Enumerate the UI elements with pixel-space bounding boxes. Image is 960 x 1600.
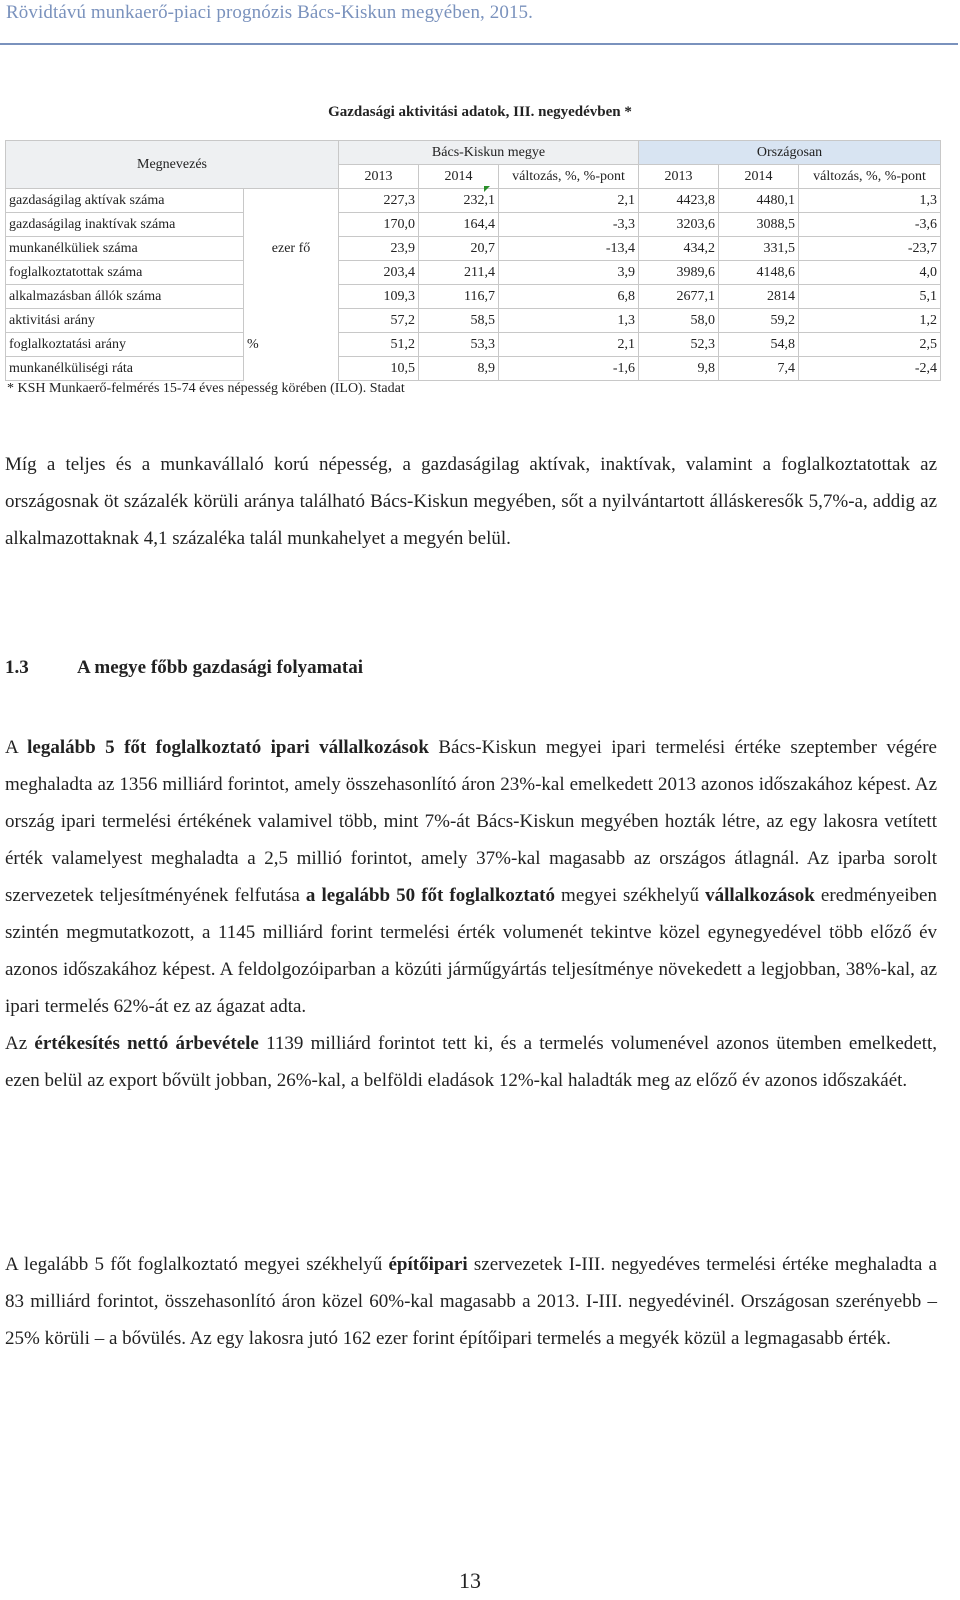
table-row: [6, 189, 941, 213]
cell: 170,0: [339, 213, 419, 237]
cell: 3203,6: [639, 213, 719, 237]
cell: 116,7: [419, 285, 499, 309]
cell: -23,7: [799, 237, 941, 261]
unit-thousand: ezer fő: [244, 189, 339, 309]
table-row: [6, 285, 941, 309]
cell: 58,5: [419, 309, 499, 333]
bold-run: értékesítés nettó árbevétele: [34, 1033, 259, 1054]
section-heading: [5, 657, 363, 679]
text-run: 1139 milliárd forintot tett ki, és a termelés volumenével azonos ütemben emelkedett, ezen belül az export bővült jobban, 26%-kal, a belföldi eladások 12%-kal haladták meg az előző év azonos időszakáét.: [5, 1033, 938, 1091]
text-run: A: [5, 737, 28, 758]
subheader: 2014: [419, 165, 499, 189]
text-run: A legalább 5 főt foglalkoztató megyei székhelyű: [5, 1254, 389, 1275]
cell: -1,6: [499, 357, 639, 381]
subheader: 2013: [339, 165, 419, 189]
cell: -2,4: [799, 357, 941, 381]
cell: 54,8: [719, 333, 799, 357]
subheader: változás, %, %-pont: [799, 165, 941, 189]
paragraph-construction: [5, 1246, 937, 1357]
page-number: 13: [459, 1568, 481, 1593]
cell: 2,5: [799, 333, 941, 357]
bold-run: legalább 5 főt foglalkoztató ipari vállalkozások: [27, 737, 429, 758]
row-label: aktivitási arány: [6, 309, 244, 333]
row-label: alkalmazásban állók száma: [6, 285, 244, 309]
subheader: 2014: [719, 165, 799, 189]
row-label: gazdaságilag aktívak száma: [6, 189, 244, 213]
cell: 9,8: [639, 357, 719, 381]
cell: 1,2: [799, 309, 941, 333]
cell: 227,3: [339, 189, 419, 213]
cell: -3,3: [499, 213, 639, 237]
cell: 4148,6: [719, 261, 799, 285]
bold-run: vállalkozások: [705, 885, 815, 906]
cell: 7,4: [719, 357, 799, 381]
paragraph-industry: [5, 729, 937, 1099]
unit-percent: %: [244, 309, 339, 381]
running-header: Rövidtávú munkaerő-piaci prognózis Bács-Kiskun megyében, 2015.: [6, 2, 534, 23]
subheader: változás, %, %-pont: [499, 165, 639, 189]
cell: 3,9: [499, 261, 639, 285]
cell: 109,3: [339, 285, 419, 309]
cell: 164,4: [419, 213, 499, 237]
cell: 23,9: [339, 237, 419, 261]
section-title: A megye főbb gazdasági folyamatai: [77, 657, 364, 678]
cell: 10,5: [339, 357, 419, 381]
table-row: [6, 333, 941, 357]
cell: 232,1: [419, 189, 499, 213]
text-run: megyei székhelyű: [554, 885, 706, 906]
cell: 1,3: [499, 309, 639, 333]
table-row: [6, 357, 941, 381]
cell: 4,0: [799, 261, 941, 285]
text-run: Az: [5, 1033, 35, 1054]
header-megnevezes: Megnevezés: [6, 141, 339, 189]
text-run: szervezetek I-III. negyedéves termelési értéke meghaladta a 83 milliárd forintot, összehasonlító áron közel 60%-kal magasabb a 2013. I-III. negyedévinél. Országosan szerényebb – 25% körüli – a bővülés. Az egy lakosra jutó 162 ezer forint építőipari termelés a megyék közül a legmagasabb érték.: [5, 1254, 937, 1349]
table-caption: Gazdasági aktivitási adatok, III. negyedévben *: [328, 104, 632, 120]
cell: 57,2: [339, 309, 419, 333]
cell: 2677,1: [639, 285, 719, 309]
text-run: Bács-Kiskun megyei ipari termelési értéke szeptember végére meghaladta az 1356 milliárd forintot, amely összehasonlító áron 23%-kal emelkedett 2013 azonos időszakához képest. Az ország ipari termelési értékének valamivel több, mint 7%-át Bács-Kiskun megyében hozták létre, az egy lakosra vetített érték valamelyest meghaladta a 2,5 millió forintot, amely 37%-kal magasabb az országos átlagnál. Az iparba sorolt szervezetek teljesítményének felfutása: [5, 737, 937, 906]
cell: 2,1: [499, 333, 639, 357]
cell: 203,4: [339, 261, 419, 285]
table-row: [6, 261, 941, 285]
header-rule: [0, 43, 958, 45]
cell: 58,0: [639, 309, 719, 333]
cell: 4423,8: [639, 189, 719, 213]
cell: 434,2: [639, 237, 719, 261]
table-footnote: * KSH Munkaerő-felmérés 15-74 éves népesség körében (ILO). Stadat: [7, 381, 405, 396]
cell: 3088,5: [719, 213, 799, 237]
row-label: foglalkoztatottak száma: [6, 261, 244, 285]
table-header-row: [6, 141, 941, 165]
cell: 6,8: [499, 285, 639, 309]
cell: 51,2: [339, 333, 419, 357]
table-row: [6, 309, 941, 333]
cell: -13,4: [499, 237, 639, 261]
row-label: munkanélküliek száma: [6, 237, 244, 261]
activity-table: [5, 140, 941, 381]
row-label: foglalkoztatási arány: [6, 333, 244, 357]
header-county: Bács-Kiskun megye: [339, 141, 639, 165]
cell: 2,1: [499, 189, 639, 213]
cell: 1,3: [799, 189, 941, 213]
paragraph-intro: Míg a teljes és a munkavállaló korú népesség, a gazdaságilag aktívak, inaktívak, valamint a foglalkoztatottak az országosnak öt százalék körüli aránya található Bács-Kiskun megyében, sőt a nyilvántartott álláskeresők 5,7%-a, addig az alkalmazottaknak 4,1 százaléka talál munkahelyet a megyén belül.: [5, 454, 937, 549]
bold-run: építőipari: [388, 1254, 468, 1275]
table-row: [6, 213, 941, 237]
cell: 2814: [719, 285, 799, 309]
table-row: [6, 237, 941, 261]
bold-run: a legalább 50 főt foglalkoztató: [305, 885, 555, 906]
cell: 59,2: [719, 309, 799, 333]
section-number: 1.3: [5, 657, 29, 678]
row-label: munkanélküliségi ráta: [6, 357, 244, 381]
cell: 20,7: [419, 237, 499, 261]
row-label: gazdaságilag inaktívak száma: [6, 213, 244, 237]
cell: 211,4: [419, 261, 499, 285]
text-run: eredményeiben szintén megmutatkozott, a 1145 milliárd forint termelési érték volumenét tekintve közel egynegyedével több előző év azonos időszakához képest. A feldolgozóiparban a közúti járműgyártás teljesítménye növekedett a legjobban, 38%-kal, az ipari termelés 62%-át ez az ágazat adta.: [5, 885, 937, 1017]
cell: -3,6: [799, 213, 941, 237]
subheader: 2013: [639, 165, 719, 189]
cell: 331,5: [719, 237, 799, 261]
cell: 5,1: [799, 285, 941, 309]
cell: 3989,6: [639, 261, 719, 285]
cell: 53,3: [419, 333, 499, 357]
comment-flag-icon: [484, 186, 490, 192]
cell: 4480,1: [719, 189, 799, 213]
header-national: Országosan: [639, 141, 941, 165]
cell: 8,9: [419, 357, 499, 381]
cell: 52,3: [639, 333, 719, 357]
